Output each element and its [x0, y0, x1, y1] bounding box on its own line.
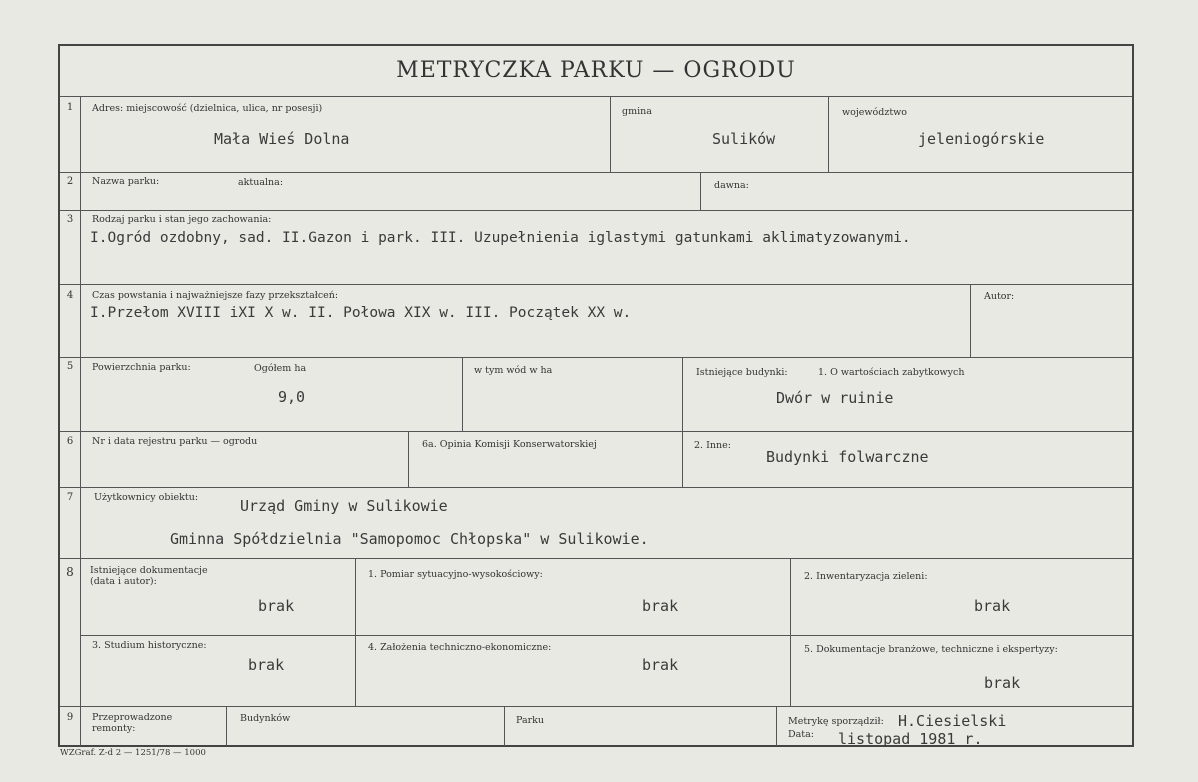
divider — [970, 284, 971, 357]
heritage-buildings-label: 1. O wartościach zabytkowych — [818, 367, 965, 378]
row-number: 1 — [66, 102, 74, 113]
printer-imprint: WZGraf. Z-d 2 — 1251/78 — 1000 — [60, 748, 206, 758]
historical-study-label: 3. Studium historyczne: — [92, 640, 207, 651]
form-frame — [58, 44, 1134, 747]
total-area-label: Ogółem ha — [254, 363, 307, 374]
divider — [60, 210, 1132, 211]
park-type-value: I.Ogród ozdobny, sad. II.Gazon i park. III. Uzupełnienia iglastymi gatunkami aklimatyzowanymi. — [90, 230, 911, 246]
history-phases-label: Czas powstania i najważniejsze fazy przekształceń: — [92, 290, 339, 301]
divider — [226, 706, 227, 746]
row-number: 7 — [66, 492, 74, 503]
history-phases-value: I.Przełom XVIII iXI X w. II. Połowa XIX w. III. Początek XX w. — [90, 305, 632, 321]
current-name-label: aktualna: — [238, 177, 284, 188]
divider — [462, 357, 463, 431]
survey-label: 1. Pomiar sytuacyjno-wysokościowy: — [368, 569, 543, 580]
divider — [60, 558, 1132, 559]
existing-buildings-label: Istniejące budynki: — [696, 367, 788, 378]
date-value: listopad 1981 r. — [838, 730, 983, 748]
row-number: 8 — [66, 565, 74, 579]
divider — [60, 172, 1132, 173]
divider — [682, 357, 683, 487]
divider — [80, 635, 1132, 636]
row-number: 5 — [66, 361, 74, 372]
users-value-2: Gminna Spółdzielnia "Samopomoc Chłopska" w Sulikowie. — [170, 530, 649, 548]
divider — [355, 558, 356, 706]
commission-opinion-label: 6a. Opinia Komisji Konserwatorskiej — [422, 439, 597, 450]
divider — [700, 172, 701, 210]
documentation-sublabel: (data i autor): — [90, 576, 157, 587]
divider — [828, 96, 829, 172]
register-label: Nr i data rejestru parku — ogrodu — [92, 436, 258, 447]
row-number: 4 — [66, 290, 74, 301]
divider — [80, 96, 81, 746]
other-buildings-label: 2. Inne: — [694, 440, 731, 451]
park-type-label: Rodzaj parku i stan jego zachowania: — [92, 214, 272, 225]
park-repairs-label: Parku — [516, 715, 545, 726]
former-name-label: dawna: — [714, 180, 749, 191]
historical-study-value: brak — [248, 656, 285, 674]
gmina-value: Sulików — [712, 130, 776, 148]
divider — [60, 706, 1132, 707]
divider — [790, 558, 791, 706]
divider — [408, 431, 409, 487]
heritage-buildings-value: Dwór w ruinie — [776, 389, 894, 407]
greenery-inventory-value: brak — [974, 597, 1011, 615]
park-name-label: Nazwa parku: — [92, 176, 160, 187]
technical-economic-label: 4. Założenia techniczno-ekonomiczne: — [368, 642, 552, 653]
area-label: Powierzchnia parku: — [92, 362, 191, 373]
prepared-by-label: Metrykę sporządził: — [788, 716, 884, 727]
address-label: Adres: miejscowość (dzielnica, ulica, nr posesji) — [92, 103, 323, 114]
voivodeship-value: jeleniogórskie — [918, 130, 1045, 148]
divider — [60, 357, 1132, 358]
divider — [504, 706, 505, 746]
divider — [60, 284, 1132, 285]
author-label: Autor: — [984, 291, 1015, 302]
greenery-inventory-label: 2. Inwentaryzacja zieleni: — [804, 571, 928, 582]
documentation-label: Istniejące dokumentacje — [90, 565, 208, 576]
users-value-1: Urząd Gminy w Sulikowie — [240, 497, 448, 515]
repairs-label: Przeprowadzone — [92, 712, 173, 723]
row-number: 3 — [66, 214, 74, 225]
technical-economic-value: brak — [642, 656, 679, 674]
total-area-value: 9,0 — [278, 388, 306, 406]
divider — [60, 487, 1132, 488]
prepared-by-value: H.Ciesielski — [898, 712, 1007, 730]
row-number: 2 — [66, 176, 74, 187]
row-number: 9 — [66, 712, 74, 723]
building-repairs-label: Budynków — [240, 713, 291, 724]
page-title: METRYCZKA PARKU — OGRODU — [396, 58, 796, 83]
branch-documentation-value: brak — [984, 674, 1021, 692]
row-number: 6 — [66, 436, 74, 447]
water-area-label: w tym wód w ha — [474, 365, 553, 376]
users-label: Użytkownicy obiektu: — [94, 492, 199, 503]
date-label: Data: — [788, 729, 814, 740]
branch-documentation-label: 5. Dokumentacje branżowe, techniczne i ekspertyzy: — [804, 644, 1058, 655]
address-value: Mała Wieś Dolna — [214, 130, 350, 148]
voivodeship-label: województwo — [842, 107, 908, 118]
divider — [60, 96, 1132, 97]
divider — [610, 96, 611, 172]
survey-value: brak — [642, 597, 679, 615]
divider — [60, 431, 1132, 432]
documentation-value: brak — [258, 597, 295, 615]
divider — [776, 706, 777, 746]
other-buildings-value: Budynki folwarczne — [766, 448, 929, 466]
gmina-label: gmina — [622, 106, 652, 117]
repairs-sublabel: remonty: — [92, 723, 136, 734]
